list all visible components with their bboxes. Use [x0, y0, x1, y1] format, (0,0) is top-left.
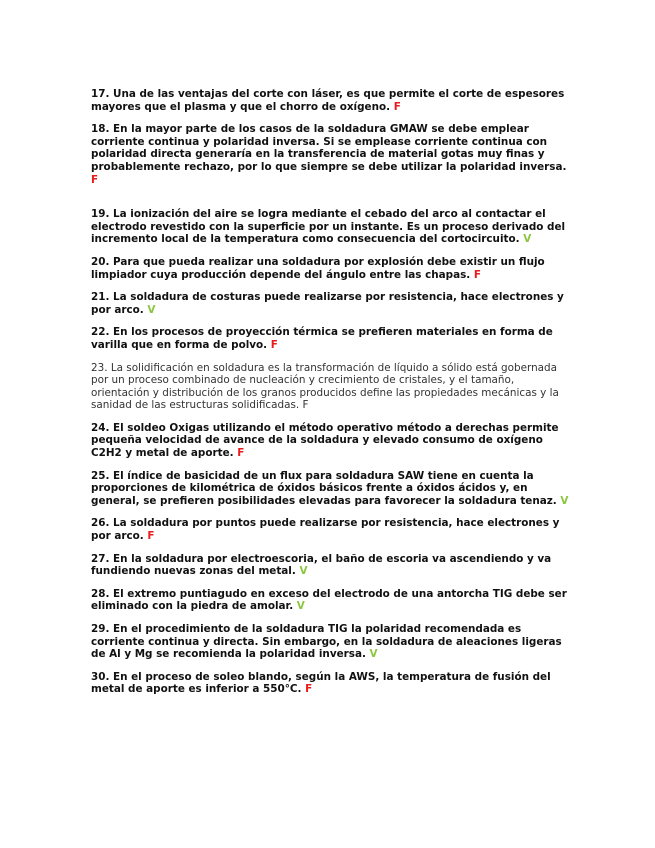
question-18: [91, 123, 569, 186]
question-27: [91, 553, 569, 578]
question-25: [91, 470, 569, 508]
question-text: 23. La solidificación en soldadura es la transformación de líquido a sólido está gobernada por un proceso combinado de nucleación y crecimiento de cristales, y el tamaño, orientación y distribución de los granos producidos define las propiedades mecánicas y la sanidad de las estructuras solidificadas.: [91, 361, 559, 412]
answer-marker: V: [560, 494, 569, 507]
answer-marker: F: [302, 399, 309, 412]
question-30: [91, 671, 569, 696]
answer-marker: F: [147, 530, 155, 543]
answer-marker: V: [296, 600, 305, 613]
question-text: 30. En el proceso de soleo blando, según la AWS, la temperatura de fusión del metal de aporte es inferior a 550°C.: [91, 670, 551, 696]
question-text: 17. Una de las ventajas del corte con láser, es que permite el corte de espesores mayores que el plasma y que el chorro de oxígeno.: [91, 88, 565, 113]
answer-marker: F: [237, 447, 245, 460]
question-text: 25. El índice de basicidad de un flux para soldadura SAW tiene en cuenta la proporciones de kilométrica de óxidos básicos frente a óxidos ácidos y, en general, se prefieren posibilidades elevadas para favorecer la soldadura tenaz.: [91, 469, 557, 507]
document-page: [91, 88, 569, 696]
question-text: 20. Para que pueda realizar una soldadura por explosión debe existir un flujo limpiador cuya producción depende del ángulo entre las chapas.: [91, 255, 545, 281]
answer-marker: V: [369, 648, 378, 661]
answer-marker: V: [523, 233, 532, 246]
question-text: 28. El extremo puntiagudo en exceso del electrodo de una antorcha TIG debe ser eliminado con la piedra de amolar.: [91, 587, 567, 613]
answer-marker: V: [147, 303, 156, 316]
answer-marker: F: [270, 338, 278, 351]
question-19: [91, 208, 569, 246]
question-21: [91, 291, 569, 316]
question-20: [91, 256, 569, 281]
question-text: 26. La soldadura por puntos puede realizarse por resistencia, hace electrones y por arco.: [91, 517, 560, 543]
question-text: 18. En la mayor parte de los casos de la soldadura GMAW se debe emplear corriente continua y polaridad inversa. Si se emplease corriente continua con polaridad directa generaría en la transferencia de material gotas muy finas y probablemente rechazo, por lo que siempre se debe utilizar la polaridad inversa.: [91, 123, 567, 173]
question-17: [91, 88, 569, 113]
answer-marker: F: [305, 683, 313, 696]
answer-marker: F: [91, 173, 99, 186]
question-text: 19. La ionización del aire se logra mediante el cebado del arco al contactar el electrodo revestido con la superficie por un instante. Es un proceso derivado del incremento local de la temperatura como consecuencia del cortocircuito.: [91, 208, 566, 246]
answer-marker: F: [473, 268, 481, 281]
question-text: 22. En los procesos de proyección térmica se prefieren materiales en forma de varilla que en forma de polvo.: [91, 326, 553, 351]
answer-marker: F: [393, 100, 401, 113]
question-22: [91, 326, 569, 351]
answer-marker: V: [299, 565, 308, 578]
question-text: 29. En el procedimiento de la soldadura TIG la polaridad recomendada es corriente continua y directa. Sin embargo, en la soldadura de aleaciones ligeras de Al y Mg se recomienda la polaridad inversa.: [91, 623, 562, 661]
question-23: [91, 362, 569, 412]
question-text: 27. En la soldadura por electroescoria, el baño de escoria va ascendiendo y va fundiendo nuevas zonas del metal.: [91, 552, 552, 578]
question-text: 24. El soldeo Oxigas utilizando el método operativo método a derechas permite pequeña velocidad de avance de la soldadura y elevado consumo de oxígeno C2H2 y metal de aporte.: [91, 421, 559, 460]
question-26: [91, 517, 569, 542]
question-24: [91, 422, 569, 460]
question-29: [91, 623, 569, 661]
question-28: [91, 588, 569, 613]
question-text: 21. La soldadura de costuras puede realizarse por resistencia, hace electrones y por arco.: [91, 291, 564, 316]
